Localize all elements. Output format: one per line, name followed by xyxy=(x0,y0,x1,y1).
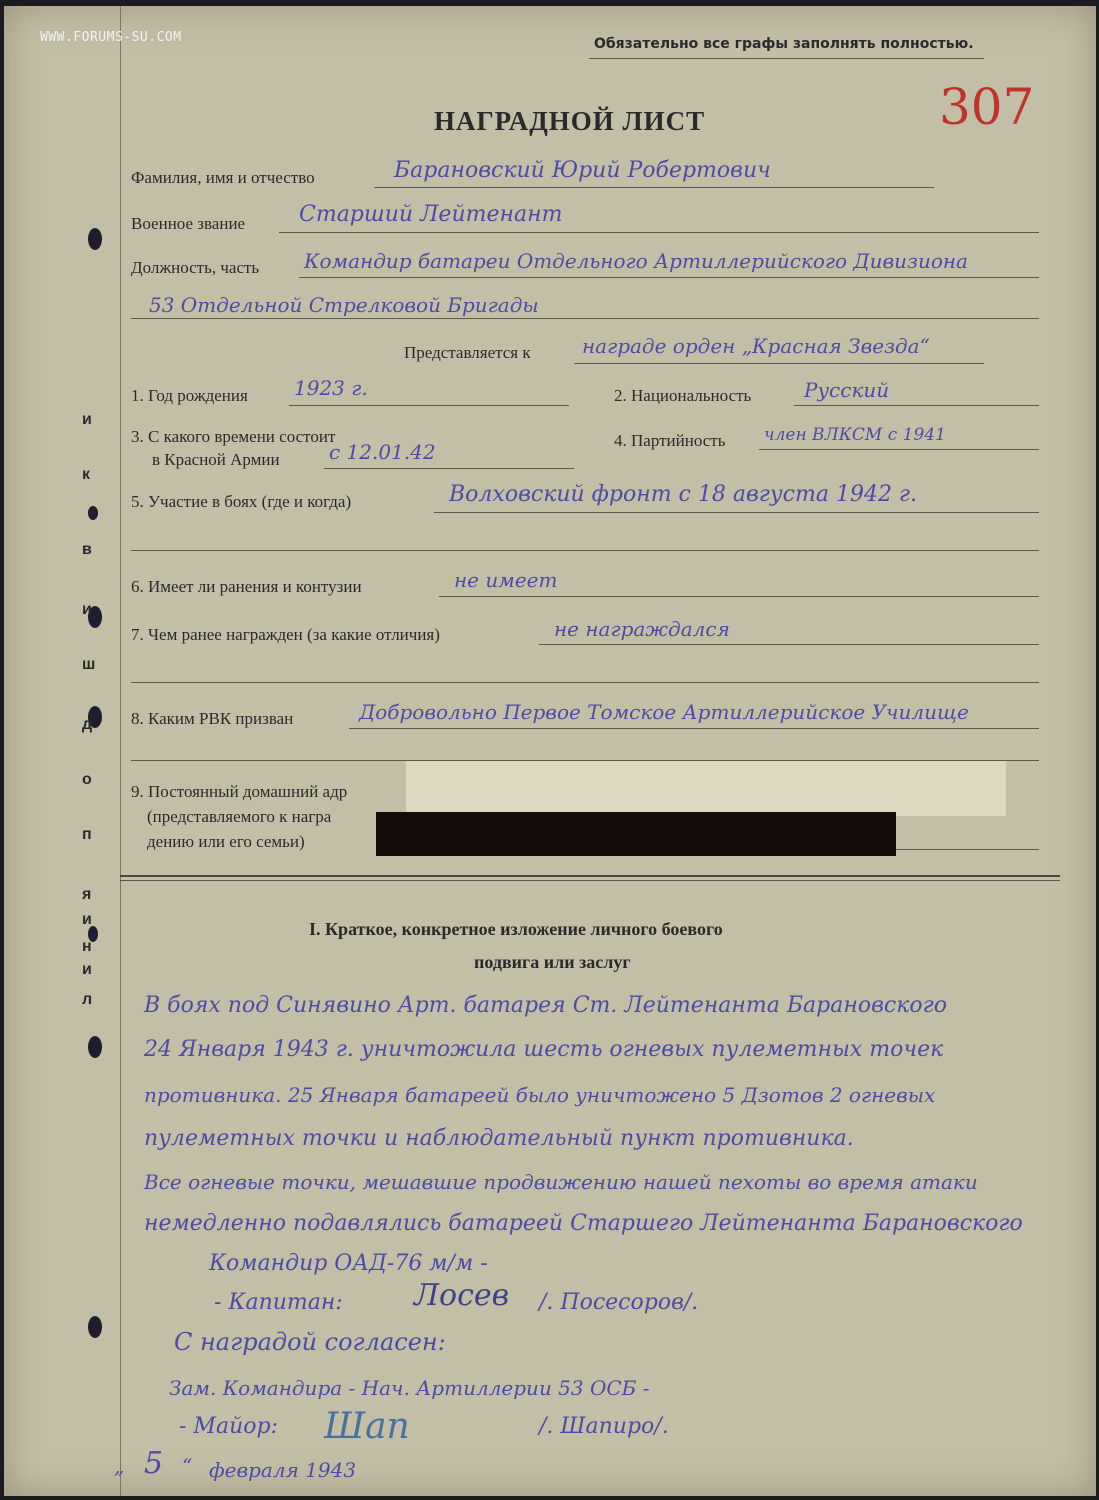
date-day: 5 xyxy=(144,1446,164,1481)
margin-letter: п xyxy=(82,826,92,843)
conscription-label: 8. Каким РВК призван xyxy=(131,709,294,728)
name-rule xyxy=(374,187,934,188)
name-label: Фамилия, имя и отчество xyxy=(131,168,315,187)
margin-letter: и xyxy=(82,961,92,978)
margin-letter: и xyxy=(82,411,92,428)
captain-name: /. Посесоров/. xyxy=(539,1290,699,1315)
service-since-value: с 12.01.42 xyxy=(329,440,436,464)
address-label-1: 9. Постоянный домашний адр xyxy=(131,782,348,801)
prior-awards-value: не награждался xyxy=(554,617,730,641)
party-value: член ВЛКСМ с 1941 xyxy=(764,425,946,445)
margin-letter: и xyxy=(82,911,92,928)
wounds-rule xyxy=(439,596,1039,597)
nationality-value: Русский xyxy=(804,378,890,402)
margin-letter: н xyxy=(82,938,92,955)
margin-letter: я xyxy=(82,886,92,903)
narrative-line: В боях под Синявино Арт. батарея Ст. Лейтенанта Барановского xyxy=(144,993,947,1018)
binding-margin-line xyxy=(120,6,121,1496)
service-since-rule xyxy=(324,468,574,469)
perforation-hole xyxy=(88,1036,102,1058)
margin-letter: д xyxy=(82,716,93,733)
battles-rule-2 xyxy=(131,550,1039,551)
agree-line: С наградой согласен: xyxy=(174,1328,446,1356)
fill-notice: Обязательно все графы заполнять полностью. xyxy=(594,36,974,52)
major-name: /. Шапиро/. xyxy=(539,1414,669,1439)
page-title: НАГРАДНОЙ ЛИСТ xyxy=(434,106,706,136)
nationality-label: 2. Национальность xyxy=(614,386,752,405)
narrative-line: 24 Января 1943 г. уничтожила шесть огневых пулеметных точек xyxy=(144,1037,944,1062)
notice-rule xyxy=(589,58,984,59)
prior-awards-rule-1 xyxy=(539,644,1039,645)
birth-year-value: 1923 г. xyxy=(294,376,368,400)
service-since-label-2: в Красной Армии xyxy=(152,450,280,469)
date-quote-open: „ xyxy=(114,1454,125,1478)
address-label-3: дению или его семьи) xyxy=(147,832,305,851)
battles-value: Волховский фронт с 18 августа 1942 г. xyxy=(449,482,918,507)
name-value: Барановский Юрий Робертович xyxy=(394,158,771,183)
position-value-line-1: Командир батареи Отдельного Артиллерийского Дивизиона xyxy=(304,249,968,273)
margin-letter: о xyxy=(82,771,92,788)
nationality-rule xyxy=(794,405,1039,406)
major-signature: Шап xyxy=(324,1406,410,1447)
rank-value: Старший Лейтенант xyxy=(299,202,563,227)
section-heading-line-1: I. Краткое, конкретное изложение личного боевого xyxy=(309,919,723,939)
rank-label: Военное звание xyxy=(131,214,246,233)
section-divider xyxy=(120,875,1060,877)
prior-awards-rule-2 xyxy=(131,682,1039,683)
major-label: - Майор: xyxy=(179,1414,278,1439)
battles-label: 5. Участие в боях (где и когда) xyxy=(131,492,352,511)
award-value: награде орден „Красная Звезда“ xyxy=(582,334,930,358)
section-divider-2 xyxy=(120,880,1060,881)
wounds-label: 6. Имеет ли ранения и контузии xyxy=(131,577,362,596)
margin-letter: к xyxy=(82,466,91,483)
conscription-rule-1 xyxy=(349,728,1039,729)
captain-label: - Капитан: xyxy=(214,1290,343,1315)
award-rule xyxy=(574,363,984,364)
wounds-value: не имеет xyxy=(454,568,558,592)
address-label-2: (представляемого к награ xyxy=(147,807,332,826)
battles-rule-1 xyxy=(434,512,1039,513)
rank-rule xyxy=(279,232,1039,233)
date-quote-close: “ xyxy=(182,1454,193,1478)
position-rule-1 xyxy=(299,277,1039,278)
narrative-line: противника. 25 Января батареей было уничтожено 5 Дзотов 2 огневых xyxy=(144,1083,936,1107)
margin-letter: л xyxy=(82,991,93,1008)
section-heading-line-2: подвига или заслуг xyxy=(474,952,631,972)
address-redaction-dark xyxy=(376,812,896,856)
position-value-line-2: 53 Отдельной Стрелковой Бригады xyxy=(149,293,539,317)
party-label: 4. Партийность xyxy=(614,431,726,450)
birth-year-rule xyxy=(289,405,569,406)
perforation-hole xyxy=(88,228,102,250)
margin-letter: ш xyxy=(82,656,96,673)
archive-number: 307 xyxy=(939,78,1035,136)
narrative-line: немедленно подавлялись батареей Старшего Лейтенанта Барановского xyxy=(144,1211,1023,1236)
service-since-label-1: 3. С какого времени состоит xyxy=(131,427,336,446)
award-sheet xyxy=(4,6,1096,1496)
perforation-hole xyxy=(88,1316,102,1338)
date-month-year: февраля 1943 xyxy=(209,1458,357,1482)
birth-year-label: 1. Год рождения xyxy=(131,386,248,405)
address-rule xyxy=(896,849,1039,850)
address-redaction-light xyxy=(406,761,1006,816)
position-rule-2 xyxy=(131,318,1039,319)
conscription-value: Добровольно Первое Томское Артиллерийское Училище xyxy=(359,700,969,724)
award-label: Представляется к xyxy=(404,343,531,362)
margin-letter: и xyxy=(82,601,92,618)
margin-letter: в xyxy=(82,541,92,558)
narrative-line: Все огневые точки, мешавшие продвижению нашей пехоты во время атаки xyxy=(144,1170,978,1194)
captain-signature: Лосев xyxy=(414,1278,510,1313)
deputy-line: Зам. Командира - Нач. Артиллерии 53 ОСБ - xyxy=(169,1376,650,1400)
position-label: Должность, часть xyxy=(131,258,260,277)
prior-awards-label: 7. Чем ранее награжден (за какие отличия) xyxy=(131,625,440,644)
perforation-hole xyxy=(88,506,98,520)
commander-line: Командир ОАД-76 м/м - xyxy=(209,1251,488,1276)
narrative-line: пулеметных точки и наблюдательный пункт противника. xyxy=(144,1126,854,1151)
party-rule xyxy=(759,449,1039,450)
watermark: WWW.FORUMS-SU.COM xyxy=(40,30,182,45)
